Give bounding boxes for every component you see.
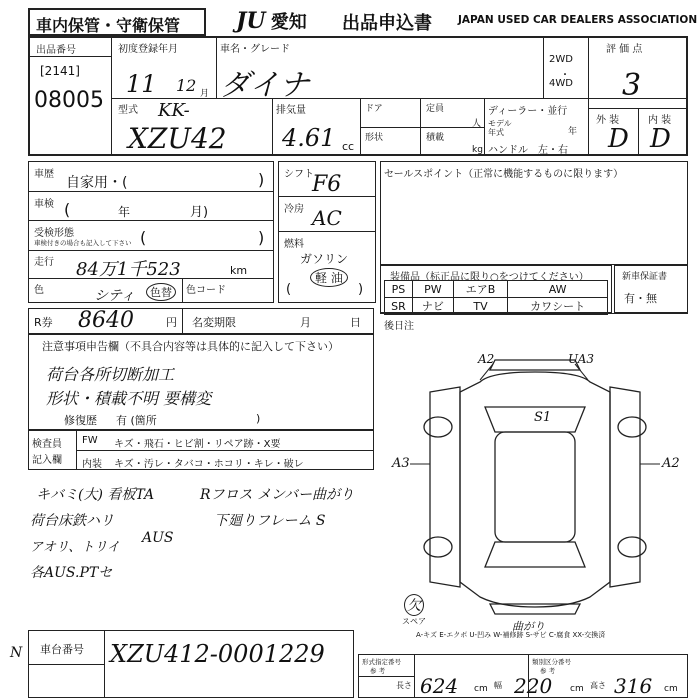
interior-inspect-label: 内装	[82, 459, 102, 470]
drive-4wd: 4WD	[549, 78, 573, 89]
spec-number-ref: 参 考	[370, 667, 386, 675]
mileage-value: 84万1千523	[76, 259, 181, 280]
color-change-circle: 色替	[146, 283, 176, 301]
form-title: 出品申込書	[342, 13, 432, 34]
width-unit: cm	[570, 684, 584, 694]
length-unit: cm	[474, 684, 488, 694]
shift-label: シフト	[284, 169, 314, 180]
repair-label: 修復歴	[64, 414, 97, 427]
spec-number-label: 形式指定番号	[362, 658, 401, 666]
equip-aw: AW	[508, 281, 608, 298]
recycle-value: 8640	[78, 308, 134, 333]
height-label: 高さ	[590, 681, 606, 690]
load-label: 積載	[426, 133, 445, 143]
equip-leather-seat: カワシート	[508, 298, 608, 315]
recycle-label: R券	[34, 316, 53, 329]
car-name-label: 車名・グレード	[220, 44, 290, 55]
remark-right2: 下廻りフレーム S	[214, 513, 326, 529]
cooler-label: 冷房	[284, 204, 304, 215]
remark-left4: 各AUS.PTセ	[30, 565, 113, 581]
fw-label: FW	[82, 435, 98, 446]
equip-ps: PS	[385, 281, 413, 298]
handle-options: 左・右	[538, 145, 568, 156]
lot-label: 出品番号	[36, 45, 76, 56]
lot-bracket: [2141]	[40, 64, 80, 78]
remark-mid1: AUS	[142, 530, 174, 546]
color-label: 色	[34, 285, 44, 296]
storage-title-box	[28, 8, 206, 36]
repair-value: 有 (箇所	[116, 414, 157, 427]
brand-name: 愛知	[270, 12, 307, 33]
mark-s1: S1	[534, 410, 552, 425]
height-value: 316	[614, 674, 653, 698]
contract-label: 受検形態	[34, 228, 74, 239]
remark-left3: アオリ、トリイ	[30, 540, 120, 555]
mark-spare-missing: 欠	[404, 594, 424, 616]
notes-line1: 荷台各所切断加工	[46, 365, 175, 384]
model-year-label1: モデル	[488, 119, 512, 128]
displacement-unit: cc	[342, 140, 355, 153]
notes-label: 注意事項申告欄（不具合内容等は具体的に記入して下さい）	[42, 340, 339, 353]
contract-open: (	[140, 228, 147, 247]
doors-label: ドア	[365, 104, 383, 114]
brand-logo	[236, 8, 307, 34]
model-year-unit: 年	[568, 127, 578, 137]
remark-right1: Rフロス メンバー曲がり	[200, 487, 355, 503]
inspection-open: (	[64, 200, 71, 219]
car-damage-diagram	[410, 352, 660, 622]
length-label: 長さ	[396, 681, 412, 690]
exterior-label: 外 装	[596, 115, 620, 126]
inspection-label: 車検	[34, 199, 54, 210]
fuel-label: 燃料	[284, 239, 304, 250]
displacement-value: 4.61	[282, 124, 336, 152]
equipment-label: 装備品（标正品に限り○をつけてください）	[390, 272, 589, 283]
load-unit: kg	[472, 145, 483, 155]
history-value: 自家用・(	[66, 175, 128, 191]
exterior-value: D	[608, 124, 629, 154]
sales-point-label: セールスポイント（正常に機能するものに限ります）	[384, 169, 624, 180]
contract-note: 車検付きの場合も記入して下さい	[34, 239, 132, 247]
length-value: 624	[420, 674, 459, 698]
equipment-table	[384, 280, 608, 315]
storage-title: 車内保管・守衛保管	[36, 16, 181, 35]
equip-pw: PW	[412, 281, 453, 298]
mark-ua3: UA3	[568, 352, 595, 366]
equip-sr: SR	[385, 298, 413, 315]
ju-logo-mark: JU	[236, 8, 266, 34]
capacity-unit: 人	[472, 119, 482, 129]
color-value: シティ	[94, 288, 135, 304]
history-close: )	[258, 170, 265, 189]
car-name-value: ダイナ	[220, 68, 310, 103]
repair-close: )	[256, 412, 261, 425]
first-reg-month: 12	[176, 76, 197, 95]
first-reg-month-suffix: 月	[200, 89, 210, 99]
drive-dot: ・	[560, 70, 570, 81]
name-change-label: 名変期限	[192, 316, 236, 329]
mileage-unit: km	[230, 264, 248, 277]
mileage-label: 走行	[34, 257, 54, 268]
equip-airbag: エアB	[453, 281, 507, 298]
mark-a3-left: A3	[392, 456, 410, 471]
equip-navi: ナビ	[412, 298, 453, 315]
contract-close: )	[258, 228, 265, 247]
lot-number: 08005	[34, 88, 104, 113]
recycle-unit: 円	[166, 316, 177, 329]
drive-2wd: 2WD	[549, 54, 573, 65]
inspection-year: 年	[118, 205, 131, 219]
inspector-label2: 記入欄	[32, 455, 62, 466]
model-value: XZU42	[128, 122, 227, 155]
capacity-label: 定員	[426, 104, 445, 114]
association-name: JAPAN USED CAR DEALERS ASSOCIATION	[458, 14, 698, 26]
first-reg-label: 初度登録年月	[118, 44, 178, 55]
chassis-side-mark: N	[10, 645, 23, 661]
dealer-label: ディーラー・並行	[488, 106, 568, 117]
class-number-label: 類別区分番号	[532, 658, 571, 666]
mark-a2-right: A2	[662, 456, 680, 471]
width-label: 幅	[494, 681, 502, 690]
rear-notes-label: 後日注	[384, 321, 414, 332]
class-number-ref: 参 考	[540, 667, 556, 675]
remark-left2: 荷台床鉄ハリ	[30, 513, 114, 529]
spare-label: スペア	[402, 617, 426, 626]
name-change-day: 日	[350, 316, 361, 329]
mark-bent: 曲がり	[512, 620, 545, 633]
chassis-label: 車台番号	[40, 643, 84, 656]
model-prefix: KK-	[158, 100, 190, 121]
mark-a2-front: A2	[478, 352, 495, 366]
history-label: 車歴	[34, 169, 54, 180]
name-change-month: 月	[300, 316, 311, 329]
fuel-diesel: 軽 油	[310, 268, 348, 287]
interior-value: D	[650, 124, 671, 154]
handle-label: ハンドル	[488, 145, 528, 156]
fw-items: キズ・飛石・ヒビ割・リペア跡・X要	[114, 439, 281, 450]
inspection-month: 月)	[190, 205, 209, 220]
cooler-value: AC	[312, 206, 342, 230]
shape-label: 形状	[365, 133, 384, 143]
interior-inspect-items: キズ・汚レ・タバコ・ホコリ・キレ・破レ	[114, 459, 304, 470]
interior-label: 内 装	[648, 115, 672, 126]
rating-value: 3	[622, 68, 642, 103]
width-value: 220	[514, 674, 553, 698]
notes-line2: 形状・積載不明 要構変	[46, 389, 212, 408]
remark-left1: キバミ(大) 看板TA	[36, 487, 155, 503]
equip-tv: TV	[453, 298, 507, 315]
new-warranty-value: 有・無	[624, 292, 657, 305]
shift-value: F6	[312, 172, 342, 197]
fuel-open: (	[286, 282, 292, 297]
first-reg-year: 11	[126, 70, 157, 98]
diagram-legend: A-キズ E-エクボ U-凹み W-補修跡 S-サビ C-腐食 XX-交換済	[416, 631, 606, 639]
model-year-label2: 年式	[488, 128, 504, 137]
new-warranty-label: 新車保証書	[622, 272, 668, 282]
fuel-gasoline: ガソリン	[300, 252, 349, 266]
fuel-close: )	[358, 282, 364, 297]
color-code-label: 色コード	[186, 285, 226, 296]
chassis-value: XZU412-0001229	[110, 640, 325, 668]
rating-label: 評 価 点	[606, 44, 643, 55]
height-unit: cm	[664, 684, 678, 694]
displacement-label: 排気量	[276, 105, 306, 116]
model-label: 型式	[118, 105, 138, 116]
inspector-label1: 検査員	[32, 439, 62, 450]
